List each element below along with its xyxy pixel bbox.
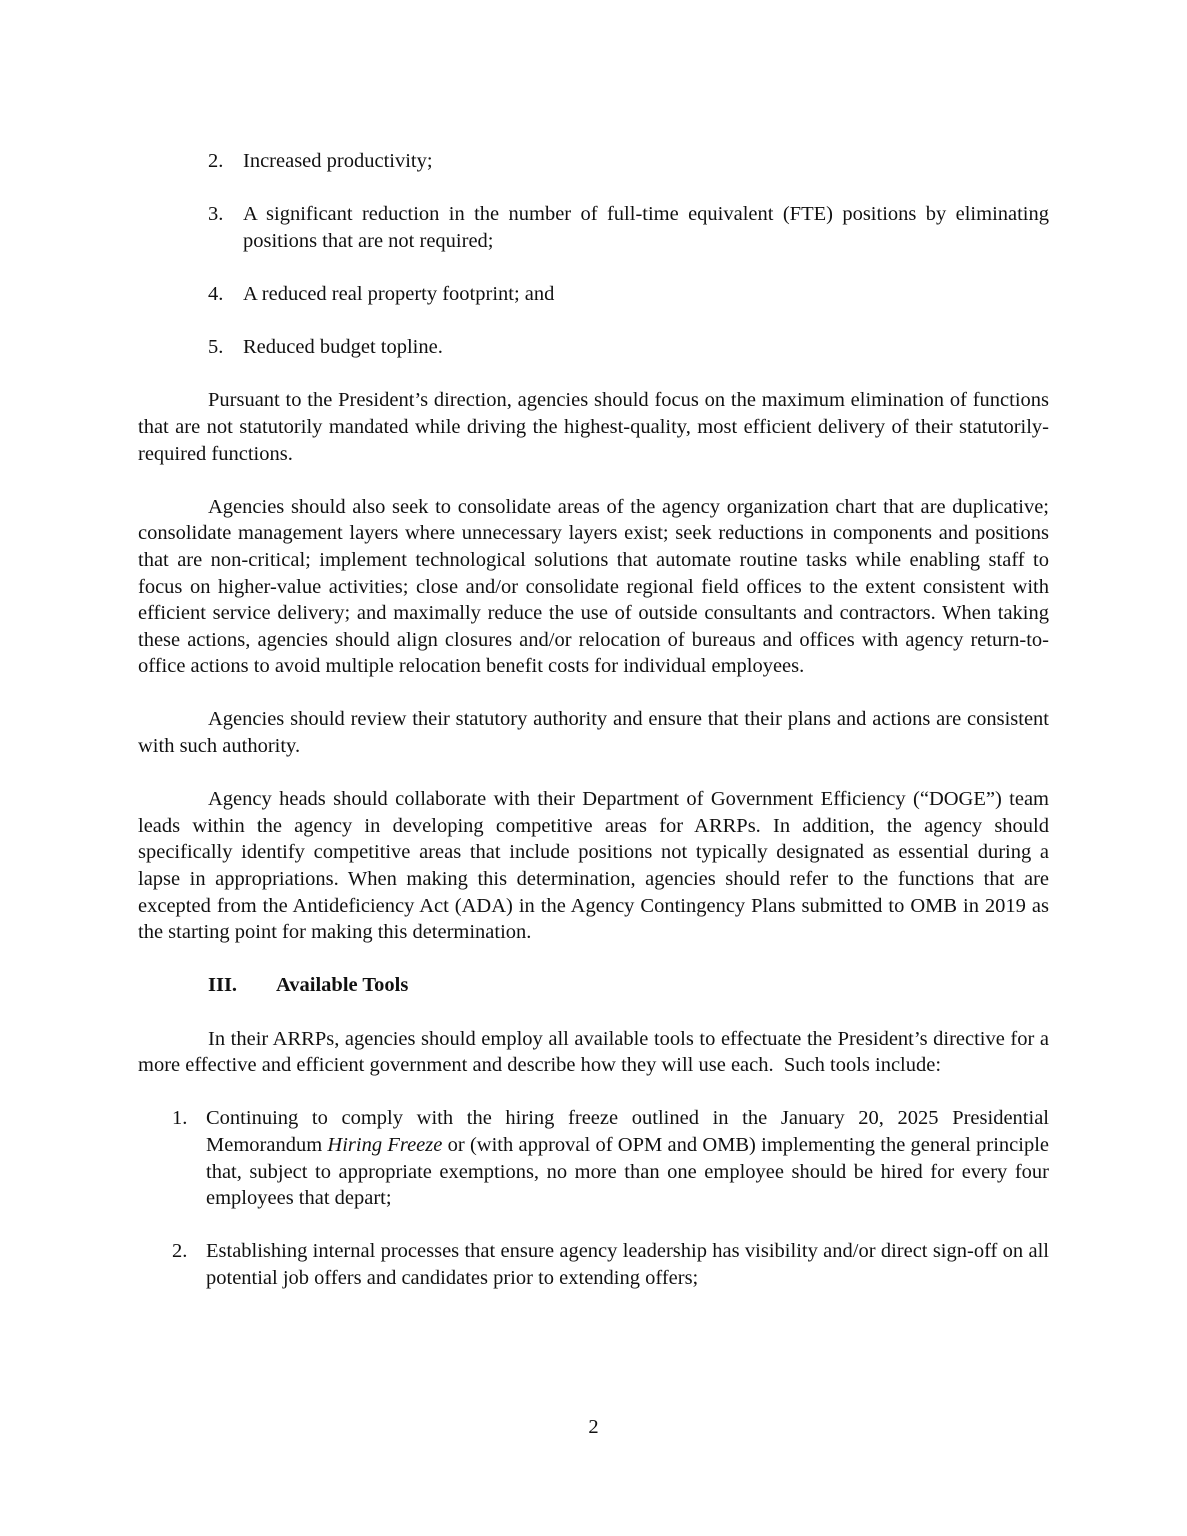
list-item-text: Establishing internal processes that ensure agency leadership has visibility and/or direct sign-off on all potential job offers and candidates prior to extending offers;: [206, 1240, 1049, 1289]
list-item: [208, 148, 1049, 175]
list-marker: 4.: [208, 282, 224, 305]
list-item-text: [206, 1105, 1049, 1211]
tool-text-after: or (with approval of OPM and OMB) implementing the general principle that, subject to appropriate exemptions, no more than one employee should be hired for every four employees that depart;: [206, 1133, 1049, 1210]
list-item: [172, 1238, 1049, 1291]
body-paragraph: Agencies should review their statutory authority and ensure that their plans and actions are consistent with such authority.: [138, 708, 1049, 758]
list-item-text: Increased productivity;: [243, 150, 433, 172]
page-content: [138, 148, 1049, 1292]
body-paragraph: Agencies should also seek to consolidate areas of the agency organization chart that are duplicative; consolidate management layers where unnecessary layers exist; seek reductions in components and positions that are non-critical; implement technological solutions that automate routine tasks while enabling staff to focus on higher-value activities; close and/or consolidate regional field offices to the extent consistent with efficient service delivery; and maximally reduce the use of outside consultants and contractors. When taking these actions, agencies should align closures and/or relocation of bureaus and offices with agency return-to-office actions to avoid multiple relocation benefit costs for individual employees.: [138, 495, 1049, 678]
list-item: [208, 334, 1049, 361]
page-number: 2: [588, 1416, 599, 1438]
list-item: [172, 1105, 1049, 1211]
memorandum-title-italic: Hiring Freeze: [327, 1133, 443, 1156]
section-numeral: III.: [208, 974, 238, 997]
section-heading: [138, 972, 1049, 999]
tools-numbered-list: [172, 1105, 1049, 1291]
list-item-text: A reduced real property footprint; and: [243, 282, 555, 305]
list-marker: 2.: [208, 150, 224, 172]
section-intro-paragraph: In their ARRPs, agencies should employ all available tools to effectuate the President’s directive for a more effective and efficient government and describe how they will use each. Such tools include:: [138, 1027, 1049, 1077]
list-item-text: Reduced budget topline.: [243, 336, 443, 359]
section-title: Available Tools: [276, 974, 409, 997]
body-paragraph: Agency heads should collaborate with their Department of Government Efficiency (“DOGE”) team leads within the agency in developing competitive areas for ARRPs. In addition, the agency should specifically identify competitive areas that include positions not typically designated as essential during a lapse in appropriations. When making this determination, agencies should refer to the functions that are excepted from the Antideficiency Act (ADA) in the Agency Contingency Plans submitted to OMB in 2019 as the starting point for making this determination.: [138, 788, 1049, 944]
list-item: [208, 281, 1049, 308]
block-spacer: [138, 361, 1049, 388]
list-marker: 5.: [208, 336, 224, 359]
list-marker: 1.: [172, 1107, 188, 1130]
list-item: [208, 201, 1049, 254]
tool-text-before: Continuing to comply with the hiring freeze outlined in the January 20, 2025 Presidential Memorandum: [206, 1107, 1049, 1156]
list-marker: 3.: [208, 203, 224, 226]
body-paragraph: Pursuant to the President’s direction, agencies should focus on the maximum elimination of functions that are not statutorily mandated while driving the highest-quality, most efficient delivery of their statutorily-required functions.: [138, 389, 1049, 465]
list-item-text: A significant reduction in the number of full-time equivalent (FTE) positions by eliminating positions that are not required;: [243, 203, 1049, 252]
list-marker: 2.: [172, 1240, 188, 1263]
numbered-list-continued: [208, 148, 1049, 361]
